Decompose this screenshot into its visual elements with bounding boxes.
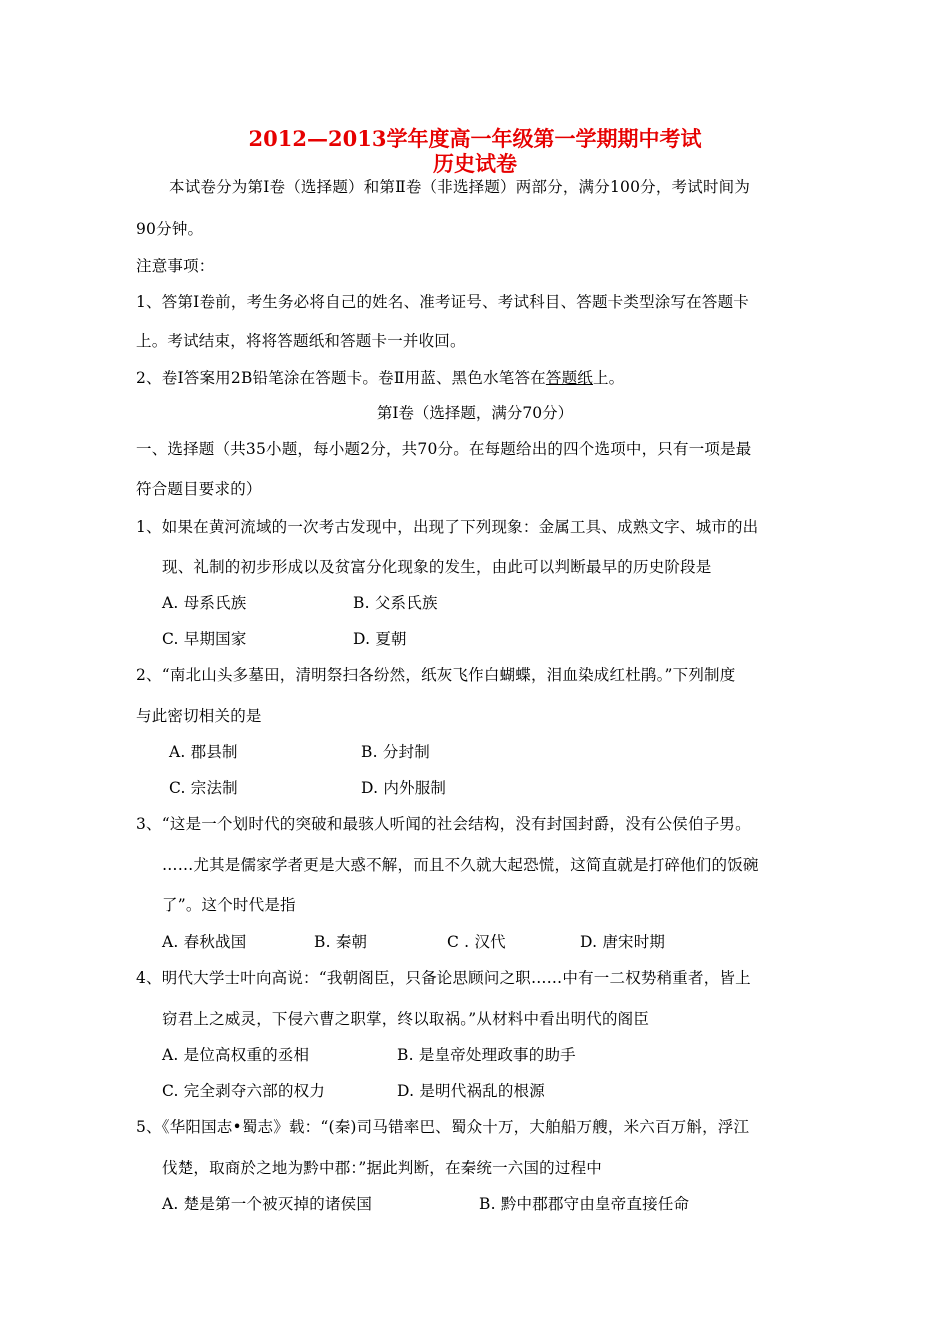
question-4-option-a: A. 是位高权重的丞相 — [162, 1046, 310, 1064]
note-2-prefix: 2、卷Ⅰ答案用2B铅笔涂在答题卡。卷Ⅱ用蓝、黑色水笔答在 — [136, 369, 546, 387]
question-1-stem-line-1: 1、如果在黄河流域的一次考古发现中，出现了下列现象：金属工具、成熟文字、城市的出 — [136, 518, 759, 536]
question-2-option-d: D. 内外服制 — [361, 779, 447, 797]
note-2 — [136, 368, 624, 388]
question-3-stem-line-2: ……尤其是儒家学者更是大惑不解，而且不久就大起恐慌，这简直就是打碎他们的饭碗 — [162, 856, 759, 874]
section-1-instruction-line-1: 一、选择题（共35小题，每小题2分，共70分。在每题给出的四个选项中，只有一项是最 — [136, 440, 752, 458]
question-3-option-a: A. 春秋战国 — [162, 933, 247, 951]
question-3-stem-line-1: 3、“这是一个划时代的突破和最骇人听闻的社会结构，没有封国封爵，没有公侯伯子男。 — [136, 815, 751, 833]
question-3-stem-line-3: 了”。这个时代是指 — [162, 896, 296, 914]
question-3-option-c: C . 汉代 — [447, 933, 506, 951]
question-4-option-b: B. 是皇帝处理政事的助手 — [397, 1046, 576, 1064]
question-5-stem-line-2: 伐楚，取商於之地为黔中郡：”据此判断，在秦统一六国的过程中 — [162, 1159, 602, 1177]
question-1-option-d: D. 夏朝 — [353, 630, 407, 648]
note-1-line-2: 上。考试结束，将将答题纸和答题卡一并收回。 — [136, 332, 466, 350]
question-1-option-a: A. 母系氏族 — [162, 594, 247, 612]
section-1-instruction-line-2: 符合题目要求的） — [136, 480, 262, 498]
notes-heading: 注意事项： — [136, 257, 215, 275]
question-5-stem-line-1: 5、《华阳国志•蜀志》载：“(秦)司马错率巴、蜀众十万，大舶船万艘，米六百万斛，浮江 — [136, 1118, 750, 1136]
question-5-option-b: B. 黔中郡郡守由皇帝直接任命 — [479, 1195, 690, 1213]
exam-subtitle: 历史试卷 — [433, 151, 517, 176]
question-5-option-a: A. 楚是第一个被灭掉的诸侯国 — [162, 1195, 373, 1213]
note-1-line-1: 1、答第Ⅰ卷前，考生务必将自己的姓名、准考证号、考试科目、答题卡类型涂写在答题卡 — [136, 293, 749, 311]
exam-title: 2012—2013学年度高一年级第一学期期中考试 — [248, 126, 702, 151]
intro-line-2: 90分钟。 — [136, 220, 204, 238]
question-1-option-c: C. 早期国家 — [162, 630, 247, 648]
question-4-stem-line-2: 窃君上之威灵，下侵六曹之职掌，终以取祸。”从材料中看出明代的阁臣 — [162, 1010, 650, 1028]
question-2-stem-line-2: 与此密切相关的是 — [136, 707, 262, 725]
question-1-option-b: B. 父系氏族 — [353, 594, 438, 612]
question-2-stem-line-1: 2、“南北山头多墓田，清明祭扫各纷然，纸灰飞作白蝴蝶，泪血染成红杜鹃。”下列制度 — [136, 666, 736, 684]
section-1-heading: 第Ⅰ卷（选择题，满分70分） — [376, 404, 574, 422]
note-2-underlined: 答题纸 — [545, 369, 593, 387]
question-1-stem-line-2: 现、礼制的初步形成以及贫富分化现象的发生，由此可以判断最早的历史阶段是 — [162, 558, 712, 576]
question-2-option-c: C. 宗法制 — [169, 779, 238, 797]
question-3-option-d: D. 唐宋时期 — [580, 933, 666, 951]
question-4-option-d: D. 是明代祸乱的根源 — [397, 1082, 545, 1100]
question-4-stem-line-1: 4、明代大学士叶向高说：“我朝阁臣，只备论思顾问之职……中有一二权势稍重者，皆上 — [136, 969, 751, 987]
question-2-option-a: A. 郡县制 — [169, 743, 238, 761]
question-2-option-b: B. 分封制 — [361, 743, 430, 761]
intro-line-1: 本试卷分为第Ⅰ卷（选择题）和第Ⅱ卷（非选择题）两部分，满分100分，考试时间为 — [169, 178, 751, 196]
note-2-suffix: 上。 — [592, 369, 625, 387]
question-4-option-c: C. 完全剥夺六部的权力 — [162, 1082, 326, 1100]
question-3-option-b: B. 秦朝 — [314, 933, 368, 951]
